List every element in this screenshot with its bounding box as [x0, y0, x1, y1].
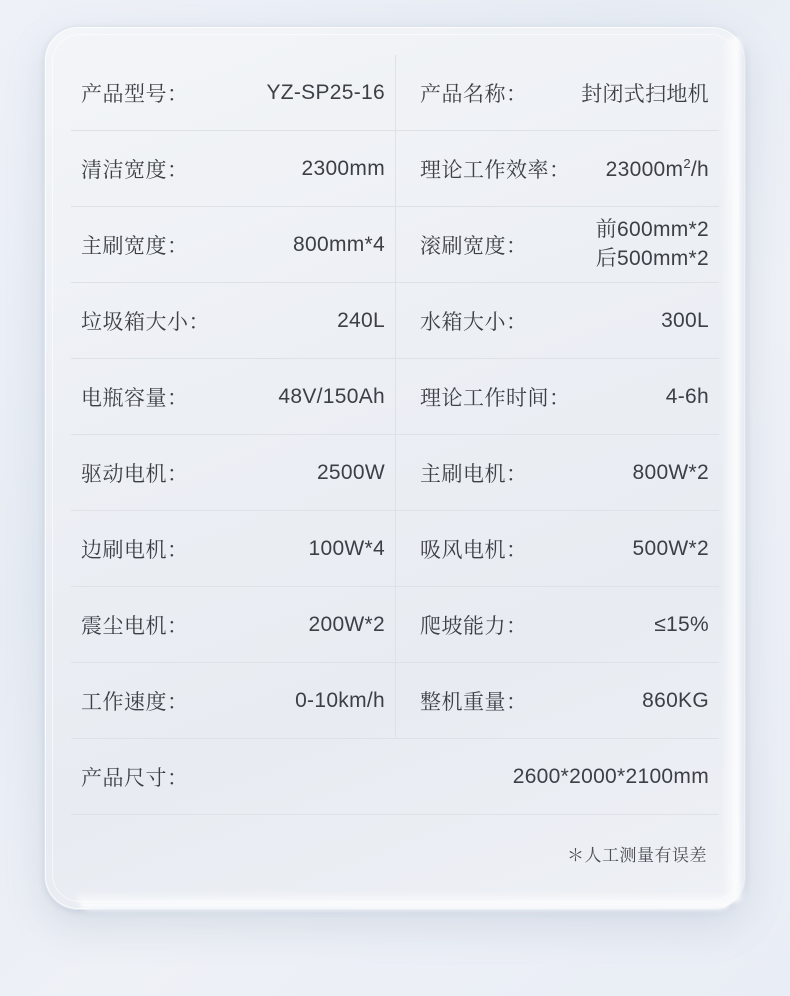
spec-value-cell	[546, 511, 719, 586]
specification-table	[71, 55, 719, 866]
table-row	[71, 435, 719, 511]
spec-value: 800mm*4	[293, 232, 385, 256]
spec-value-cell	[221, 739, 719, 814]
spec-label: 吸风电机：	[420, 538, 528, 562]
table-row	[71, 359, 719, 435]
spec-value-cell	[546, 435, 719, 510]
spec-label-cell	[71, 739, 221, 814]
spec-label: 清洁宽度：	[81, 158, 189, 182]
spec-label: 产品名称：	[420, 82, 528, 106]
spec-label: 产品尺寸：	[81, 766, 189, 790]
spec-label: 电瓶容量：	[81, 386, 189, 410]
spec-value: 2500W	[316, 460, 385, 484]
spec-label: 理论工作时间：	[420, 386, 571, 410]
spec-label: 产品型号：	[81, 82, 189, 106]
spec-value-cell	[221, 587, 395, 662]
spec-label-cell	[71, 663, 221, 738]
spec-label: 整机重量：	[420, 690, 528, 714]
spec-label: 主刷宽度：	[81, 234, 189, 258]
table-row	[71, 587, 719, 663]
spec-value: 860KG	[642, 688, 709, 712]
table-row	[71, 55, 719, 131]
spec-value-cell	[221, 511, 395, 586]
spec-label-cell	[396, 55, 546, 130]
spec-value-line2: 后500mm*2	[595, 246, 709, 270]
spec-value-multiline	[596, 216, 709, 273]
spec-value-cell	[221, 359, 395, 434]
spec-value-cell	[221, 55, 395, 130]
spec-value-line1: 前600mm*2	[595, 218, 709, 242]
spec-label-cell	[71, 131, 221, 206]
footnote: ＊人工测量有误差	[567, 846, 707, 865]
spec-label: 理论工作效率：	[420, 158, 571, 182]
table-row-product-size	[71, 739, 719, 815]
spec-value: 2300mm	[301, 156, 385, 180]
spec-value-cell	[221, 207, 395, 282]
spec-label-cell	[71, 587, 221, 662]
table-row	[71, 511, 719, 587]
spec-label: 边刷电机：	[81, 538, 189, 562]
spec-value: 4-6h	[665, 384, 709, 408]
spec-label: 滚刷宽度：	[420, 234, 528, 258]
table-row	[71, 283, 719, 359]
footnote-row	[71, 815, 719, 866]
spec-value: 48V/150Ah	[278, 384, 385, 408]
spec-label-cell	[396, 283, 546, 358]
table-row	[71, 663, 719, 739]
spec-label-cell	[396, 663, 546, 738]
spec-value: 500W*2	[632, 536, 709, 560]
spec-value-cell	[546, 663, 719, 738]
spec-label-cell	[396, 511, 546, 586]
spec-card	[44, 26, 746, 910]
table-row	[71, 207, 719, 283]
spec-label-cell	[71, 511, 221, 586]
spec-label-cell	[71, 55, 221, 130]
spec-label-cell	[71, 207, 221, 282]
spec-value: 200W*2	[308, 612, 385, 636]
spec-value-cell	[546, 283, 719, 358]
spec-label-cell	[396, 435, 546, 510]
spec-label: 主刷电机：	[420, 462, 528, 486]
spec-value: ≤15%	[654, 612, 709, 636]
spec-value-cell	[221, 435, 395, 510]
spec-value: 300L	[661, 308, 709, 332]
spec-value-cell	[546, 359, 719, 434]
spec-value: 2600*2000*2100mm	[512, 764, 709, 788]
spec-value: 240L	[337, 308, 385, 332]
spec-value: 100W*4	[308, 536, 385, 560]
spec-label: 爬坡能力：	[420, 614, 528, 638]
spec-label-cell	[396, 131, 571, 206]
spec-label: 震尘电机：	[81, 614, 189, 638]
spec-value: 封闭式扫地机	[581, 82, 709, 106]
card-gloss-bottom	[75, 891, 735, 913]
spec-label-cell	[71, 359, 221, 434]
spec-value-cell	[221, 283, 395, 358]
spec-label: 驱动电机：	[81, 462, 189, 486]
spec-value-cell	[221, 131, 395, 206]
spec-label-cell	[396, 359, 571, 434]
spec-label-cell	[396, 587, 546, 662]
table-row	[71, 131, 719, 207]
spec-value-cell	[546, 55, 719, 130]
spec-value: 0-10km/h	[295, 688, 385, 712]
spec-value-efficiency: $23000m^2/h$	[605, 155, 709, 181]
spec-value-cell	[546, 587, 719, 662]
spec-label-cell	[71, 283, 221, 358]
spec-value-cell	[546, 207, 719, 282]
spec-label-cell	[396, 207, 546, 282]
card-gloss-right	[721, 37, 747, 903]
spec-label: 水箱大小：	[420, 310, 528, 334]
spec-label: 垃圾箱大小：	[81, 310, 210, 334]
spec-value-cell	[221, 663, 395, 738]
spec-label-cell	[71, 435, 221, 510]
spec-label: 工作速度：	[81, 690, 189, 714]
spec-value-cell	[546, 131, 719, 206]
spec-value: 800W*2	[632, 460, 709, 484]
spec-value: YZ-SP25-16	[266, 80, 385, 104]
